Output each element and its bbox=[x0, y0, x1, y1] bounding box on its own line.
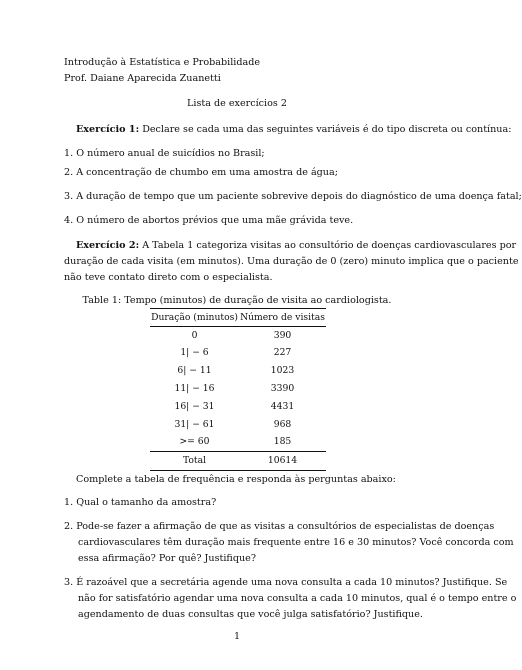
exercise1-item-2: 2. A concentração de chumbo em uma amostra de água; bbox=[64, 167, 338, 178]
duration-cell: 1| − 6 bbox=[180, 347, 209, 359]
table-row bbox=[150, 415, 326, 433]
exercise1-item-1: 1. O número anual de suicídios no Brasil; bbox=[64, 148, 265, 159]
question-3-line-1: 3. É razoável que a secretária agende uma nova consulta a cada 10 minutos? Justifique. Se bbox=[64, 577, 508, 588]
course-title: Introdução à Estatística e Probabilidade bbox=[64, 57, 261, 68]
total-value: 10614 bbox=[239, 451, 326, 470]
duration-cell: 11| − 16 bbox=[174, 383, 215, 395]
table-row bbox=[150, 362, 326, 380]
duration-cell: 6| − 11 bbox=[177, 365, 212, 377]
visits-cell: 227 bbox=[273, 347, 292, 359]
table-row bbox=[150, 398, 326, 416]
table-row bbox=[150, 327, 326, 345]
question-3-line-3: agendamento de duas consultas que você julga satisfatório? Justifique. bbox=[78, 609, 423, 620]
question-2-line-3: essa afirmação? Por quê? Justifique? bbox=[78, 553, 256, 564]
exercise1-paragraph bbox=[76, 124, 511, 136]
exercise2-line-2: duração de cada visita (em minutos). Uma duração de 0 (zero) minuto implica que o paciente bbox=[64, 256, 519, 267]
duration-cell: 31| − 61 bbox=[174, 418, 215, 430]
question-3-line-2: não for satisfatório agendar uma nova consulta a cada 10 minutos, qual é o tempo entre o bbox=[78, 593, 517, 604]
table-header-row bbox=[150, 309, 326, 327]
exercise2-title: Exercício 2: bbox=[76, 240, 140, 251]
total-label: Total bbox=[150, 451, 239, 470]
exercise2-line-3: não teve contato direto com o especialista. bbox=[64, 272, 273, 283]
question-1: 1. Qual o tamanho da amostra? bbox=[64, 497, 217, 508]
table-caption: Table 1: Tempo (minutos) de duração de visita ao cardiologista. bbox=[82, 295, 392, 306]
table-row bbox=[150, 344, 326, 362]
column-header-duration: Duração (minutos) bbox=[150, 309, 239, 327]
question-2-line-2: cardiovasculares têm duração mais frequente entre 16 e 30 minutos? Você concorda com bbox=[78, 537, 514, 548]
professor-name: Prof. Daiane Aparecida Zuanetti bbox=[64, 73, 221, 84]
visits-cell: 185 bbox=[273, 436, 292, 448]
exercise2-text-1: A Tabela 1 categoriza visitas ao consultório de doenças cardiovasculares por bbox=[142, 240, 517, 251]
exercise1-item-3: 3. A duração de tempo que um paciente sobrevive depois do diagnóstico de uma doença fatal; bbox=[64, 191, 522, 202]
table-total-row bbox=[150, 451, 326, 470]
duration-cell: >= 60 bbox=[179, 436, 210, 448]
page-number: 1 bbox=[233, 631, 241, 642]
question-2-line-1: 2. Pode-se fazer a afirmação de que as visitas a consultórios de especialistas de doenças bbox=[64, 521, 495, 532]
duration-cell: 16| − 31 bbox=[174, 400, 215, 412]
column-header-visits: Número de visitas bbox=[239, 309, 326, 327]
visits-cell: 390 bbox=[273, 329, 292, 341]
exercise1-title: Exercício 1: bbox=[76, 124, 140, 135]
exercise1-item-4: 4. O número de abortos prévios que uma mãe grávida teve. bbox=[64, 215, 354, 226]
frequency-table bbox=[150, 308, 326, 471]
table-row bbox=[150, 380, 326, 398]
table-row bbox=[150, 433, 326, 451]
visits-cell: 1023 bbox=[270, 365, 295, 377]
exercise1-prompt: Declare se cada uma das seguintes variáveis é do tipo discreta ou contínua: bbox=[142, 124, 512, 135]
visits-cell: 968 bbox=[273, 418, 292, 430]
visits-cell: 3390 bbox=[270, 383, 295, 395]
duration-cell: 0 bbox=[191, 329, 198, 341]
exercise2-instruction: Complete a tabela de frequência e responda às perguntas abaixo: bbox=[76, 474, 396, 485]
list-title: Lista de exercícios 2 bbox=[187, 98, 287, 109]
visits-cell: 4431 bbox=[270, 400, 295, 412]
exercise2-line-1 bbox=[76, 240, 516, 252]
